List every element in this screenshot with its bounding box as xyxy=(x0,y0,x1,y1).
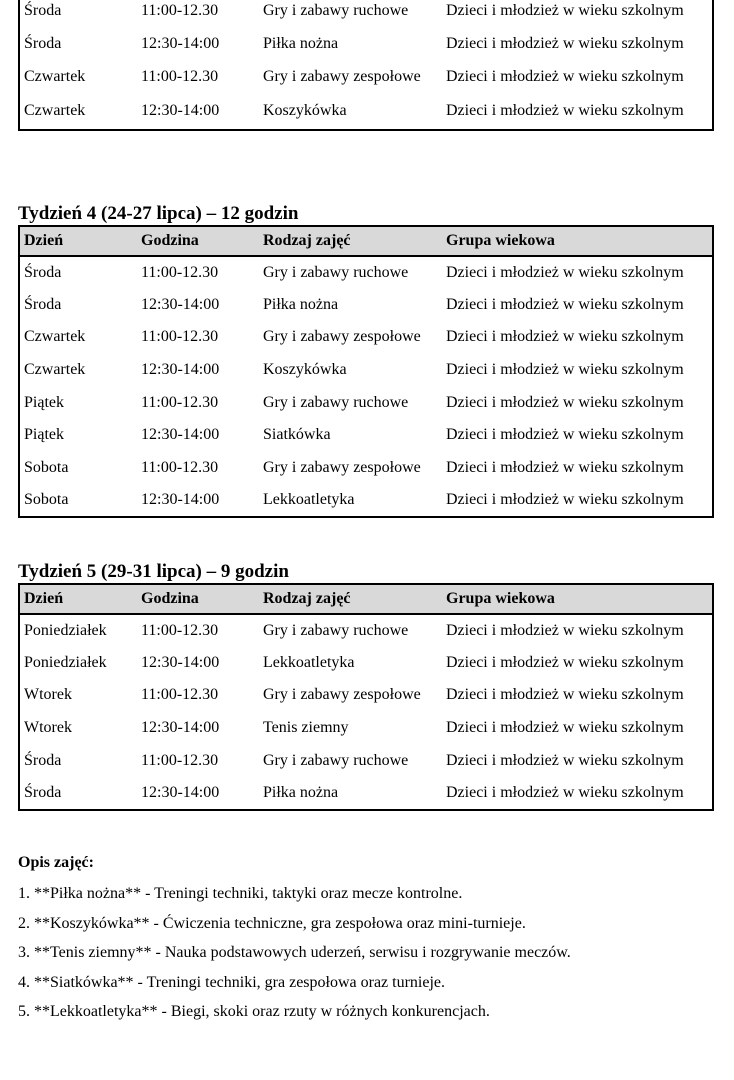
table-row xyxy=(19,744,713,777)
cell-age-group: Dzieci i młodzież w wieku szkolnym xyxy=(446,621,684,639)
cell-time: 12:30-14:00 xyxy=(141,361,220,379)
cell-activity: Lekkoatletyka xyxy=(263,653,355,671)
header-day: Dzień xyxy=(19,226,137,256)
cell-day: Czwartek xyxy=(24,328,86,346)
header-time: Godzina xyxy=(137,226,259,256)
table-row xyxy=(19,614,713,647)
cell-time: 11:00-12.30 xyxy=(141,263,219,281)
header-day: Dzień xyxy=(19,584,137,614)
cell-time: 11:00-12.30 xyxy=(141,67,219,85)
cell-time: 12:30-14:00 xyxy=(141,653,220,671)
cell-age-group: Dzieci i młodzież w wieku szkolnym xyxy=(446,719,684,737)
cell-activity: Gry i zabawy zespołowe xyxy=(263,686,421,704)
table-row xyxy=(19,679,713,712)
table-row xyxy=(19,289,713,322)
cell-activity: Gry i zabawy ruchowe xyxy=(263,751,409,769)
cell-time: 11:00-12.30 xyxy=(141,393,219,411)
cell-activity: Gry i zabawy ruchowe xyxy=(263,263,409,281)
cell-age-group: Dzieci i młodzież w wieku szkolnym xyxy=(446,426,684,444)
cell-activity: Gry i zabawy ruchowe xyxy=(263,393,409,411)
cell-day: Środa xyxy=(24,263,62,281)
week3-table-continuation xyxy=(18,0,714,131)
cell-age-group: Dzieci i młodzież w wieku szkolnym xyxy=(446,361,684,379)
description-item: 2. **Koszykówka** - Ćwiczenia techniczne, gra zespołowa oraz mini-turnieje. xyxy=(18,914,526,932)
cell-time: 12:30-14:00 xyxy=(141,490,220,508)
cell-time: 12:30-14:00 xyxy=(141,719,220,737)
schedule-table-week3 xyxy=(18,0,714,131)
cell-activity: Gry i zabawy ruchowe xyxy=(263,1,409,19)
table-header-row xyxy=(19,226,713,256)
week4-table-wrap xyxy=(18,225,714,518)
cell-age-group: Dzieci i młodzież w wieku szkolnym xyxy=(446,490,684,508)
cell-day: Czwartek xyxy=(24,67,86,85)
cell-activity: Gry i zabawy ruchowe xyxy=(263,621,409,639)
cell-age-group: Dzieci i młodzież w wieku szkolnym xyxy=(446,458,684,476)
cell-time: 11:00-12.30 xyxy=(141,458,219,476)
table-row xyxy=(19,256,713,289)
cell-activity: Siatkówka xyxy=(263,426,331,444)
cell-day: Środa xyxy=(24,751,62,769)
cell-time: 12:30-14:00 xyxy=(141,295,220,313)
description-item: 4. **Siatkówka** - Treningi techniki, gra zespołowa oraz turnieje. xyxy=(18,973,446,991)
cell-age-group: Dzieci i młodzież w wieku szkolnym xyxy=(446,34,684,52)
cell-age-group: Dzieci i młodzież w wieku szkolnym xyxy=(446,686,684,704)
table-row xyxy=(19,93,713,130)
header-activity: Rodzaj zajęć xyxy=(259,226,442,256)
cell-activity: Piłka nożna xyxy=(263,783,339,801)
cell-time: 11:00-12.30 xyxy=(141,751,219,769)
cell-time: 12:30-14:00 xyxy=(141,102,220,119)
cell-age-group: Dzieci i młodzież w wieku szkolnym xyxy=(446,783,684,801)
description-item: 3. **Tenis ziemny** - Nauka podstawowych uderzeń, serwisu i rozgrywanie meczów. xyxy=(18,944,571,961)
cell-activity: Gry i zabawy zespołowe xyxy=(263,328,421,346)
activity-descriptions xyxy=(18,852,712,1031)
description-item: 1. **Piłka nożna** - Treningi techniki, taktyki oraz mecze kontrolne. xyxy=(18,885,463,902)
cell-time: 11:00-12.30 xyxy=(141,686,219,704)
header-age-group: Grupa wiekowa xyxy=(442,584,713,614)
cell-day: Wtorek xyxy=(24,719,72,737)
cell-age-group: Dzieci i młodzież w wieku szkolnym xyxy=(446,263,684,281)
cell-age-group: Dzieci i młodzież w wieku szkolnym xyxy=(446,295,684,313)
table-row xyxy=(19,419,713,452)
header-age-group: Grupa wiekowa xyxy=(442,226,713,256)
cell-activity: Gry i zabawy zespołowe xyxy=(263,67,421,85)
cell-activity: Gry i zabawy zespołowe xyxy=(263,458,421,476)
description-item: 5. **Lekkoatletyka** - Biegi, skoki oraz rzuty w różnych konkurencjach. xyxy=(18,1003,490,1020)
cell-day: Środa xyxy=(24,34,62,52)
cell-day: Poniedziałek xyxy=(24,621,107,639)
header-activity: Rodzaj zajęć xyxy=(259,584,442,614)
schedule-table-week5 xyxy=(18,583,714,811)
cell-activity: Koszykówka xyxy=(263,102,347,119)
cell-day: Środa xyxy=(24,1,62,19)
cell-day: Sobota xyxy=(24,490,69,508)
table-row xyxy=(19,484,713,517)
cell-time: 11:00-12.30 xyxy=(141,621,219,639)
cell-day: Czwartek xyxy=(24,361,86,379)
table-row xyxy=(19,321,713,354)
table-row xyxy=(19,647,713,680)
table-row xyxy=(19,0,713,27)
schedule-table-week4 xyxy=(18,225,714,518)
cell-time: 11:00-12.30 xyxy=(141,328,219,346)
week5-table-wrap xyxy=(18,583,714,811)
table-row xyxy=(19,60,713,93)
week5-heading: Tydzień 5 (29-31 lipca) – 9 godzin xyxy=(18,561,289,582)
table-row xyxy=(19,386,713,419)
cell-activity: Piłka nożna xyxy=(263,34,339,52)
cell-time: 12:30-14:00 xyxy=(141,783,220,801)
cell-day: Sobota xyxy=(24,458,69,476)
table-row xyxy=(19,27,713,60)
cell-day: Środa xyxy=(24,783,62,801)
cell-activity: Piłka nożna xyxy=(263,295,339,313)
cell-age-group: Dzieci i młodzież w wieku szkolnym xyxy=(446,393,684,411)
cell-age-group: Dzieci i młodzież w wieku szkolnym xyxy=(446,1,684,19)
cell-activity: Lekkoatletyka xyxy=(263,490,355,508)
cell-day: Piątek xyxy=(24,426,64,444)
header-time: Godzina xyxy=(137,584,259,614)
cell-age-group: Dzieci i młodzież w wieku szkolnym xyxy=(446,751,684,769)
cell-activity: Tenis ziemny xyxy=(263,719,349,737)
cell-activity: Koszykówka xyxy=(263,361,347,379)
table-row xyxy=(19,354,713,387)
cell-day: Środa xyxy=(24,295,62,313)
cell-day: Piątek xyxy=(24,393,64,411)
cell-age-group: Dzieci i młodzież w wieku szkolnym xyxy=(446,102,684,119)
table-row xyxy=(19,452,713,485)
cell-age-group: Dzieci i młodzież w wieku szkolnym xyxy=(446,653,684,671)
table-row xyxy=(19,777,713,810)
cell-time: 12:30-14:00 xyxy=(141,426,220,444)
cell-time: 11:00-12.30 xyxy=(141,1,219,19)
cell-time: 12:30-14:00 xyxy=(141,34,220,52)
descriptions-heading: Opis zajęć: xyxy=(18,854,94,871)
week4-heading: Tydzień 4 (24-27 lipca) – 12 godzin xyxy=(18,203,299,224)
cell-day: Czwartek xyxy=(24,102,86,119)
cell-day: Wtorek xyxy=(24,686,72,704)
cell-age-group: Dzieci i młodzież w wieku szkolnym xyxy=(446,67,684,85)
cell-day: Poniedziałek xyxy=(24,653,107,671)
table-header-row xyxy=(19,584,713,614)
cell-age-group: Dzieci i młodzież w wieku szkolnym xyxy=(446,328,684,346)
table-row xyxy=(19,712,713,745)
